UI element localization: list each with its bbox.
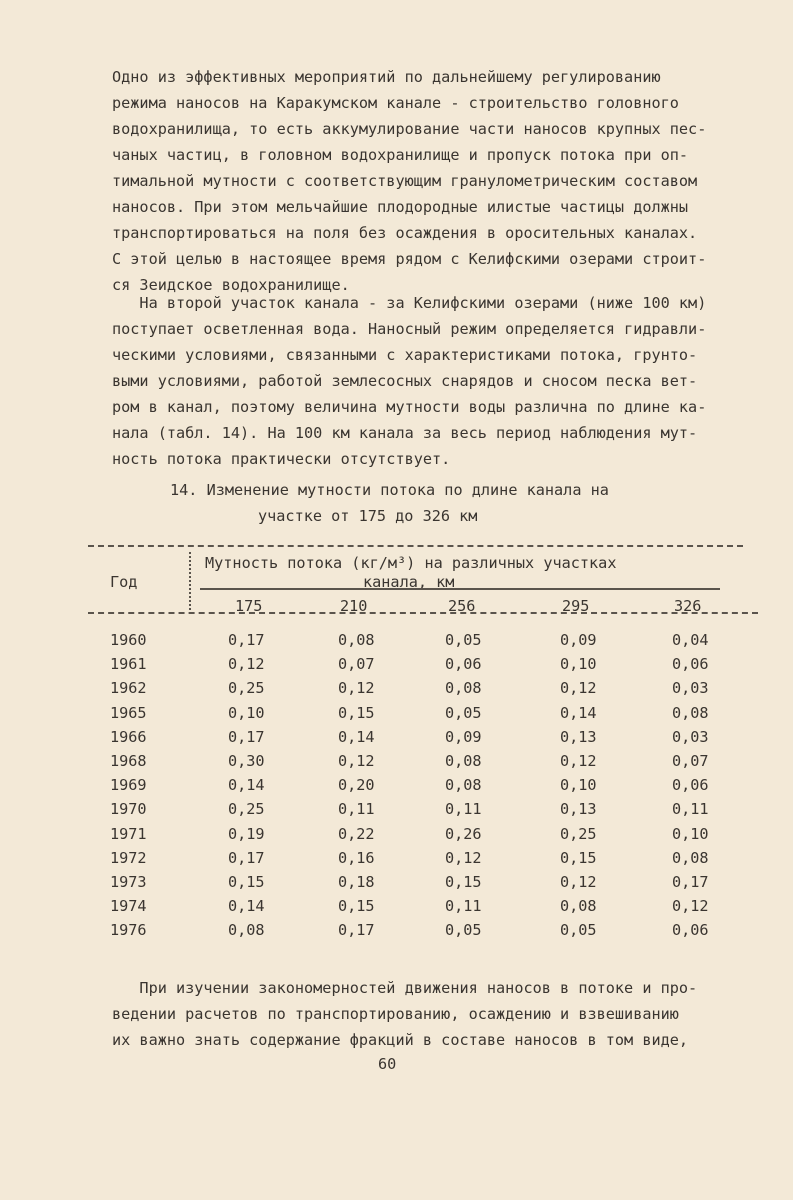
table-row-year: 1974 [110,897,147,916]
table-cell: 0,08 [560,897,597,916]
table-cell: 0,15 [228,873,265,891]
text-line: поступает осветленная вода. Наносный режим определяется гидравли- [112,320,707,338]
text-line: наносов. При этом мельчайшие плодородные илистые частицы должны [112,198,689,216]
table-cell: 0,18 [338,873,375,891]
table-cell: 0,11 [445,897,482,916]
table-cell: 0,07 [338,655,375,674]
text-line: чаных частиц, в головном водохранилище и пропуск потока при оп- [112,146,689,164]
table-cell: 0,10 [228,703,265,722]
paragraph-3 [112,975,752,1053]
table-row-year: 1960 [110,631,147,649]
group-header-underline [200,588,720,590]
text-line: водохранилища, то есть аккумулирование части наносов крупных пес- [112,120,707,138]
table-cell: 0,12 [228,655,265,674]
column-header-326: 326 [674,597,702,615]
text-line: режима наносов на Каракумском канале - строительство головного [112,94,679,112]
text-line: нала (табл. 14). На 100 км канала за весь период наблюдения мут- [112,424,698,442]
table-cell: 0,12 [338,752,375,770]
table-row-year: 1961 [110,655,147,674]
table-cell: 0,15 [445,873,482,891]
table-cell: 0,15 [560,848,597,867]
table-cell: 0,20 [338,776,375,795]
page-number: 60 [378,1055,397,1073]
table-cell: 0,06 [445,655,482,674]
table-cell: 0,08 [672,848,709,867]
table-cell: 0,09 [445,727,482,746]
header-separator [189,552,191,614]
table-row-year: 1966 [110,727,147,746]
column-header-175: 175 [235,597,263,615]
table-cell: 0,14 [228,776,265,795]
table-cell: 0,07 [672,752,709,770]
table-cell: 0,06 [672,921,709,940]
table-cell: 0,15 [338,897,375,916]
table-cell: 0,12 [560,873,597,891]
table-cell: 0,08 [672,703,709,722]
text-line: ческими условиями, связанными с характеристиками потока, грунто- [112,346,698,364]
text-line: ведении расчетов по транспортированию, осаждению и взвешиванию [112,1005,679,1023]
text-line: На второй участок канала - за Келифскими озерами (ниже 100 км) [112,294,707,312]
paragraph-2 [112,290,752,472]
table-cell: 0,05 [445,703,482,722]
table-cell: 0,10 [672,824,709,843]
table-cell: 0,25 [228,800,265,819]
table-cell: 0,10 [560,776,597,795]
table-cell: 0,06 [672,655,709,674]
table-cell: 0,22 [338,824,375,843]
table-row-year: 1976 [110,921,147,940]
table-cell: 0,08 [228,921,265,940]
table-row-year: 1973 [110,873,147,891]
table-caption [170,477,730,529]
table-cell: 0,14 [338,727,375,746]
table-cell: 0,11 [338,800,375,819]
table-cell: 0,08 [445,679,482,698]
text-line: ром в канал, поэтому величина мутности воды различна по длине ка- [112,398,707,416]
table-cell: 0,04 [672,631,709,649]
group-header-line-2: канала, км [363,573,455,591]
table-cell: 0,25 [560,824,597,843]
table-top-rule [88,545,743,547]
table-cell: 0,25 [228,679,265,698]
table-cell: 0,17 [228,727,265,746]
text-line: Одно из эффективных мероприятий по дальнейшему регулированию [112,68,661,86]
table-row-year: 1969 [110,776,147,795]
table-cell: 0,13 [560,727,597,746]
text-line: их важно знать содержание фракций в составе наносов в том виде, [112,1031,689,1049]
table-cell: 0,15 [338,703,375,722]
text-line: ность потока практически отсутствует. [112,450,451,468]
table-cell: 0,12 [560,679,597,698]
table-cell: 0,06 [672,776,709,795]
table-cell: 0,14 [228,897,265,916]
table-row-year: 1972 [110,848,147,867]
column-header-210: 210 [340,597,368,615]
table-cell: 0,05 [445,631,482,649]
text-line: выми условиями, работой землесосных снарядов и сносом песка вет- [112,372,698,390]
table-cell: 0,12 [672,897,709,916]
table-cell: 0,12 [560,752,597,770]
caption-line-2: участке от 175 до 326 км [258,507,478,525]
header-bottom-rule [88,612,758,614]
table-cell: 0,08 [445,776,482,795]
table-cell: 0,09 [560,631,597,649]
year-header: Год [110,573,138,591]
table-cell: 0,17 [338,921,375,940]
text-line: При изучении закономерностей движения наносов в потоке и про- [112,979,698,997]
table-cell: 0,10 [560,655,597,674]
text-line: ся Зеидское водохранилище. [112,276,350,294]
table-row-year: 1970 [110,800,147,819]
text-line: транспортироваться на поля без осаждения в оросительных каналах. [112,224,698,242]
table-cell: 0,08 [445,752,482,770]
table-cell: 0,05 [445,921,482,940]
table-cell: 0,30 [228,752,265,770]
table-cell: 0,11 [445,800,482,819]
table-row-year: 1965 [110,703,147,722]
table-row-year: 1968 [110,752,147,770]
table-cell: 0,17 [672,873,709,891]
table-cell: 0,12 [445,848,482,867]
table-row-year: 1971 [110,824,147,843]
table-cell: 0,03 [672,679,709,698]
table-cell: 0,19 [228,824,265,843]
table-cell: 0,26 [445,824,482,843]
column-header-256: 256 [448,597,476,615]
table-cell: 0,16 [338,848,375,867]
table-cell: 0,14 [560,703,597,722]
table-cell: 0,12 [338,679,375,698]
text-line: тимальной мутности с соответствующим гранулометрическим составом [112,172,698,190]
caption-line-1: 14. Изменение мутности потока по длине канала на [170,481,609,499]
table-cell: 0,13 [560,800,597,819]
table-cell: 0,03 [672,727,709,746]
table-cell: 0,05 [560,921,597,940]
table-cell: 0,17 [228,631,265,649]
table-cell: 0,11 [672,800,709,819]
table-row-year: 1962 [110,679,147,698]
group-header-line-1: Мутность потока (кг/м³) на различных участках [205,554,617,572]
column-header-295: 295 [562,597,590,615]
table-cell: 0,08 [338,631,375,649]
table-cell: 0,17 [228,848,265,867]
text-line: С этой целью в настоящее время рядом с Келифскими озерами строит- [112,250,707,268]
paragraph-1 [112,64,752,298]
